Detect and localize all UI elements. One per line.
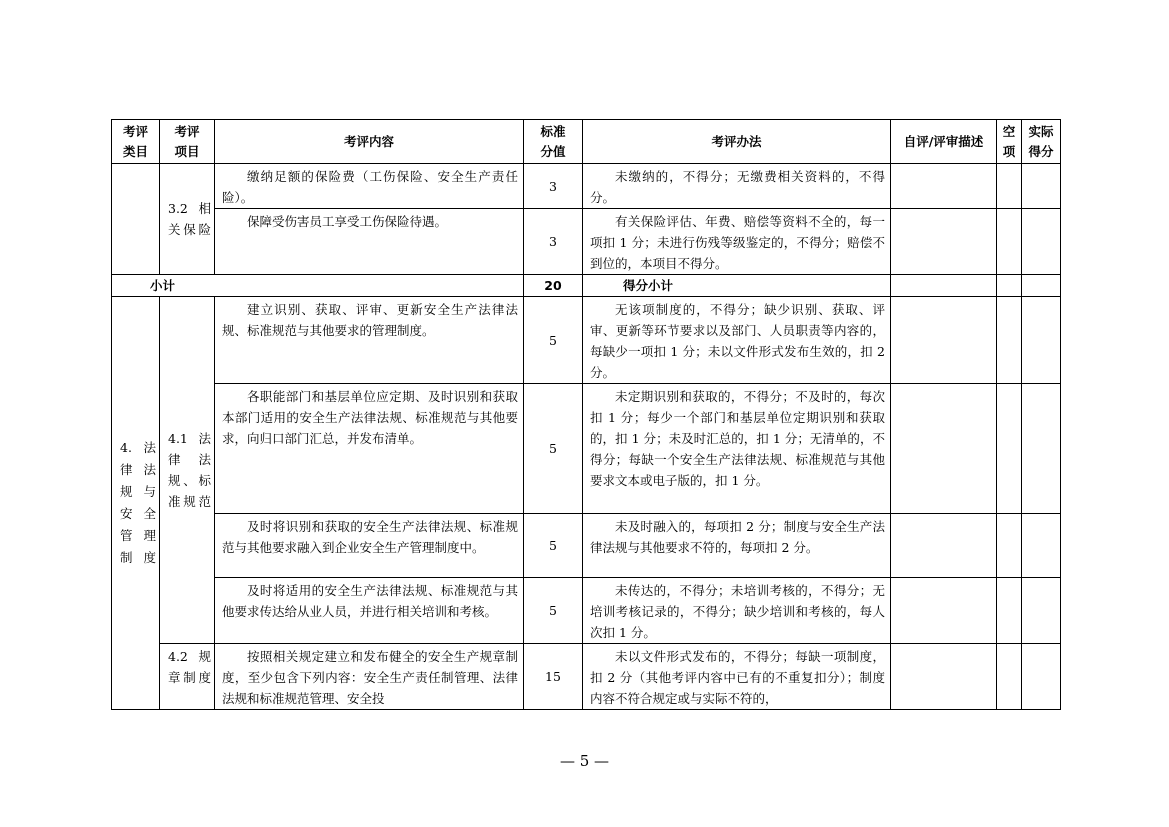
method-cell: 未传达的，不得分；未培训考核的，不得分；无培训考核记录的，不得分；缺少培训和考核的，每人次扣 1 分。 (583, 578, 891, 644)
header-item: 考评 项目 (160, 120, 215, 164)
table-row (112, 209, 1061, 275)
table-row (112, 297, 1061, 384)
content-cell: 各职能部门和基层单位应定期、及时识别和获取本部门适用的安全生产法律法规、标准规范与其他要求，向归口部门汇总，并发布清单。 (215, 384, 524, 514)
table-row (112, 578, 1061, 644)
header-content: 考评内容 (215, 120, 524, 164)
score-cell: 3 (524, 164, 583, 209)
content-cell: 保障受伤害员工享受工伤保险待遇。 (215, 209, 524, 275)
self-review-cell (891, 275, 997, 297)
actual-score-cell (1022, 578, 1061, 644)
content-cell: 按照相关规定建立和发布健全的安全生产规章制度，至少包含下列内容：安全生产责任制管理、法律法规和标准规范管理、安全投 (215, 644, 524, 710)
item-label-4-2: 4.2 规章制度 (160, 644, 215, 710)
method-cell: 未定期识别和获取的，不得分；不及时的，每次扣 1 分；每少一个部门和基层单位定期识别和获取的，扣 1 分；未及时汇总的，扣 1 分；无清单的，不得分；每缺一个安全生产法律法规、标准规范与其他要求文本或电子版的，扣 1 分。 (583, 384, 891, 514)
header-self-review: 自评/评审描述 (891, 120, 997, 164)
self-review-cell (891, 514, 997, 578)
empty-cell (997, 164, 1022, 209)
empty-cell (997, 578, 1022, 644)
self-review-cell (891, 164, 997, 209)
header-actual-score: 实际 得分 (1022, 120, 1061, 164)
score-cell: 5 (524, 384, 583, 514)
score-cell: 5 (524, 514, 583, 578)
method-cell: 未及时融入的，每项扣 2 分；制度与安全生产法律法规与其他要求不符的，每项扣 2 分。 (583, 514, 891, 578)
self-review-cell (891, 384, 997, 514)
empty-cell (997, 209, 1022, 275)
header-empty: 空 项 (997, 120, 1022, 164)
table-row (112, 164, 1061, 209)
content-cell: 缴纳足额的保险费（工伤保险、安全生产责任险）。 (215, 164, 524, 209)
self-review-cell (891, 644, 997, 710)
header-category: 考评 类目 (112, 120, 160, 164)
method-cell: 未以文件形式发布的，不得分；每缺一项制度，扣 2 分（其他考评内容中已有的不重复扣分）；制度内容不符合规定或与实际不符的， (583, 644, 891, 710)
subtotal-label: 小计 (112, 275, 524, 297)
page-number: — 5 — (559, 752, 610, 770)
actual-score-cell (1022, 384, 1061, 514)
content-cell: 及时将适用的安全生产法律法规、标准规范与其他要求传达给从业人员，并进行相关培训和考核。 (215, 578, 524, 644)
subtotal-score: 20 (524, 275, 583, 297)
empty-cell (997, 384, 1022, 514)
item-label-4-1: 4.1 法律法规、标准规范 (160, 297, 215, 644)
empty-cell (997, 275, 1022, 297)
actual-score-cell (1022, 209, 1061, 275)
actual-score-cell (1022, 297, 1061, 384)
table-header-row (112, 120, 1061, 164)
table-row (112, 384, 1061, 514)
self-review-cell (891, 209, 997, 275)
actual-score-cell (1022, 164, 1061, 209)
category-label-4: 4. 法律法规与安全管理制度 (112, 297, 160, 710)
self-review-cell (891, 297, 997, 384)
subtotal-score-label: 得分小计 (583, 275, 891, 297)
actual-score-cell (1022, 514, 1061, 578)
method-cell: 未缴纳的，不得分；无缴费相关资料的，不得分。 (583, 164, 891, 209)
method-cell: 有关保险评估、年费、赔偿等资料不全的，每一项扣 1 分；未进行伤残等级鉴定的，不得分；赔偿不到位的，本项目不得分。 (583, 209, 891, 275)
actual-score-cell (1022, 275, 1061, 297)
content-cell: 及时将识别和获取的安全生产法律法规、标准规范与其他要求融入到企业安全生产管理制度中。 (215, 514, 524, 578)
empty-cell (997, 644, 1022, 710)
score-cell: 5 (524, 297, 583, 384)
score-cell: 15 (524, 644, 583, 710)
table-row (112, 644, 1061, 710)
category-cell-3 (112, 164, 160, 275)
header-standard-score: 标准 分值 (524, 120, 583, 164)
empty-cell (997, 514, 1022, 578)
actual-score-cell (1022, 644, 1061, 710)
method-cell: 无该项制度的，不得分；缺少识别、获取、评审、更新等环节要求以及部门、人员职责等内容的，每缺少一项扣 1 分；未以文件形式发布生效的，扣 2 分。 (583, 297, 891, 384)
score-cell: 5 (524, 578, 583, 644)
score-cell: 3 (524, 209, 583, 275)
self-review-cell (891, 578, 997, 644)
empty-cell (997, 297, 1022, 384)
content-cell: 建立识别、获取、评审、更新安全生产法律法规、标准规范与其他要求的管理制度。 (215, 297, 524, 384)
subtotal-row (112, 275, 1061, 297)
evaluation-table (111, 119, 1061, 710)
table-row (112, 514, 1061, 578)
item-label-3-2: 3.2 相关保险 (160, 164, 215, 275)
header-method: 考评办法 (583, 120, 891, 164)
